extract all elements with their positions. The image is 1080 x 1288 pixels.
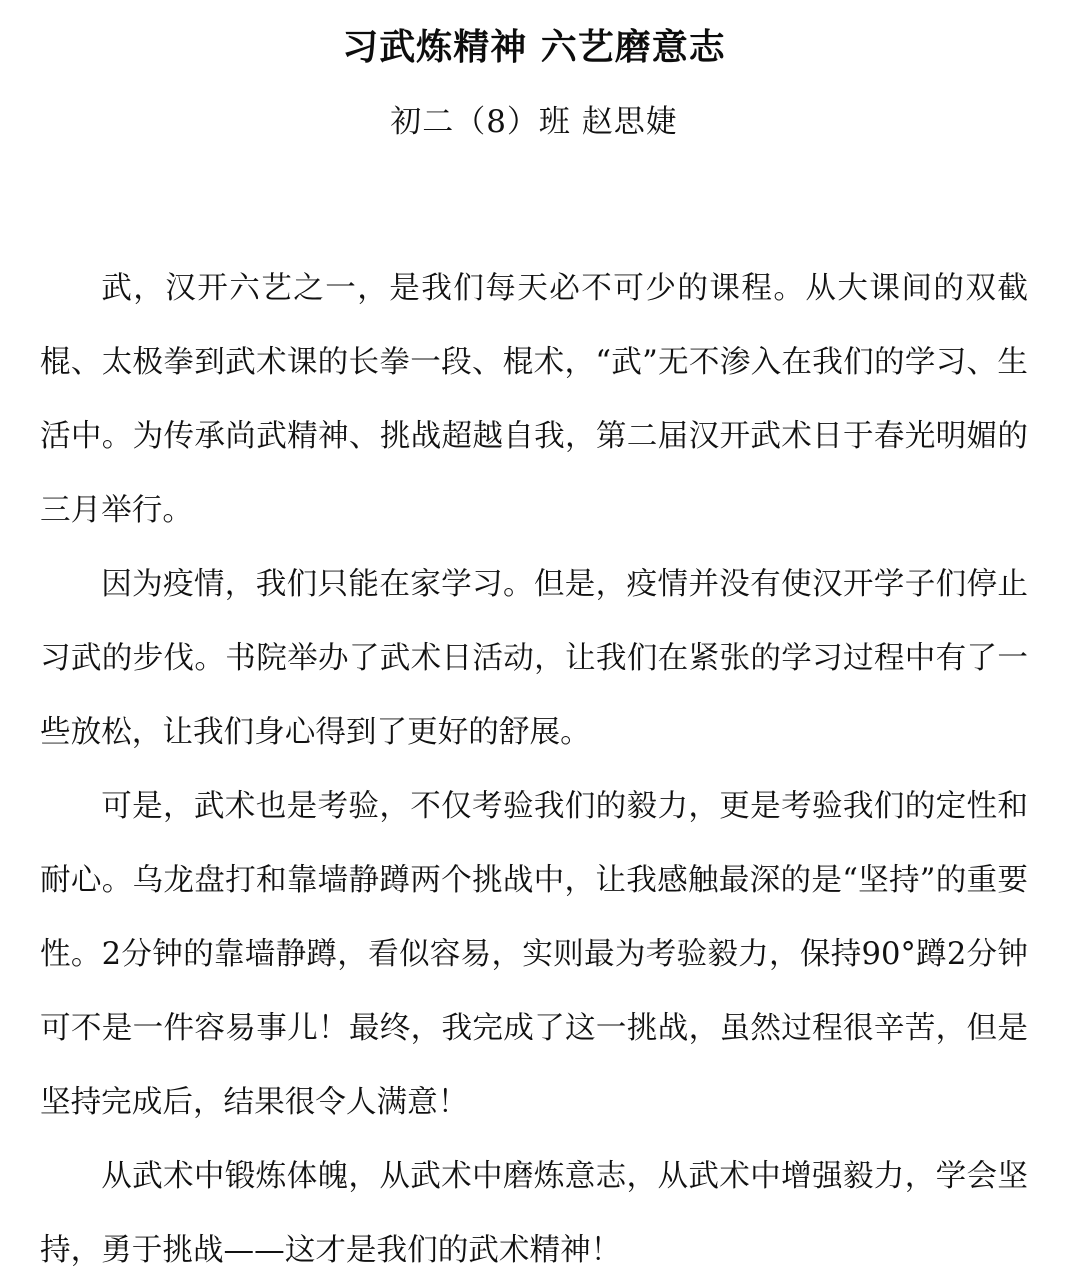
article-body [40, 252, 1028, 1288]
paragraph-4: 从武术中锻炼体魄，从武术中磨炼意志，从武术中增强毅力，学会坚持，勇于挑战——这才是我们的武术精神！ [40, 1159, 1028, 1268]
paragraph-2: 因为疫情，我们只能在家学习。但是，疫情并没有使汉开学子们停止习武的步伐。书院举办了武术日活动，让我们在紧张的学习过程中有了一些放松，让我们身心得到了更好的舒展。 [40, 567, 1028, 750]
paragraph-1: 武，汉开六艺之一，是我们每天必不可少的课程。从大课间的双截棍、太极拳到武术课的长拳一段、棍术，“武”无不渗入在我们的学习、生活中。为传承尚武精神、挑战超越自我，第二届汉开武术日于春光明媚的三月举行。 [40, 271, 1028, 528]
paragraph-3: 可是，武术也是考验，不仅考验我们的毅力，更是考验我们的定性和耐心。乌龙盘打和靠墙静蹲两个挑战中，让我感触最深的是“坚持”的重要性。2分钟的靠墙静蹲，看似容易，实则最为考验毅力，保持90°蹲2分钟可不是一件容易事儿！最终，我完成了这一挑战，虽然过程很辛苦，但是坚持完成后，结果很令人满意！ [40, 789, 1028, 1120]
article-title: 习武炼精神 六艺磨意志 [342, 27, 726, 68]
article-byline: 初二（8）班 赵思婕 [390, 104, 678, 140]
